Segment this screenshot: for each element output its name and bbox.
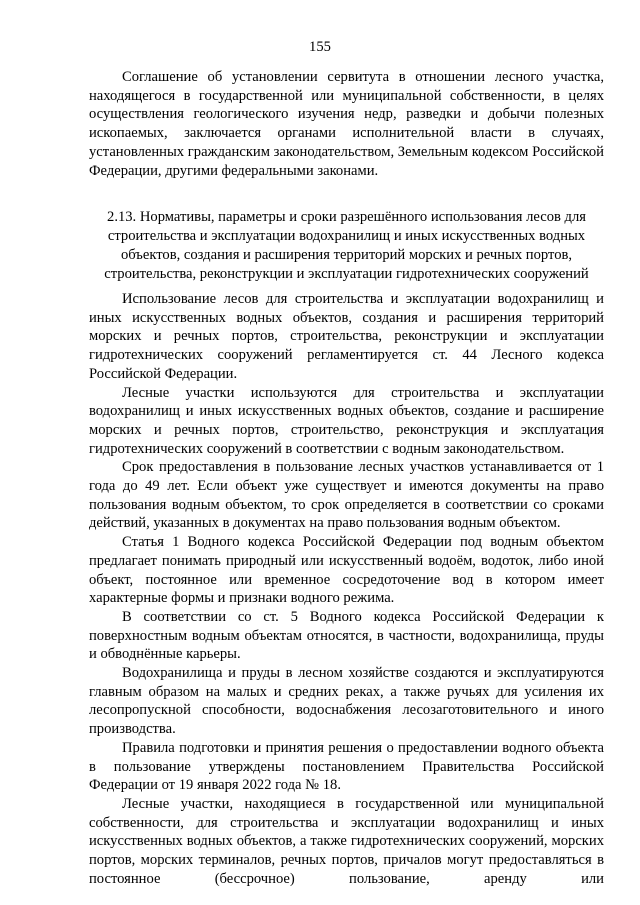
paragraph-term-of-use: Срок предоставления в пользование лесных участков устанавливается от 1 года до 49 лет. Если объект уже существует и имеются документы на право пользования водным объектом, то срок определяется в соответствии со сроками действий, указанных в документах на право пользования водным объектом.	[89, 459, 604, 532]
section-heading: 2.13. Нормативы, параметры и сроки разрешённого использования лесов для строительства и эксплуатации водохранилищ и иных искусственных водных объектов, создания и расширения территорий морских и речных портов, строительства, реконструкции и эксплуатации гидротехнических сооружений	[104, 209, 589, 282]
section-body	[89, 290, 604, 889]
paragraph-forest-plots-provision: Лесные участки, находящиеся в государственной или муниципальной собственности, для строительства и эксплуатации водохранилищ и иных искусственных водных объектов, а также гидротехнических сооружений, морских портов, морских терминалов, речных портов, причалов могут предоставляться в постоянное (бессрочное) пользование, аренду или	[89, 795, 604, 887]
servitude-agreement-block	[89, 68, 604, 180]
paragraph-reservoirs-ponds: Водохранилища и пруды в лесном хозяйстве создаются и эксплуатируются главным образом на малых и средних реках, а также ручьях для усиления их лесопропускной способности, водоснабжения лесозаготовительного и иного производства.	[89, 665, 604, 738]
paragraph-water-code-art1: Статья 1 Водного кодекса Российской Федерации под водным объектом предлагает понимать природный или искусственный водоём, водоток, либо иной объект, постоянное или временное сосредоточение вод в котором имеет характерные формы и признаки водного режима.	[89, 534, 604, 607]
paragraph-water-code-art5: В соответствии со ст. 5 Водного кодекса Российской Федерации к поверхностным водным объектам относятся, в частности, водохранилища, пруды и обводнённые карьеры.	[89, 608, 604, 663]
paragraph-forest-use-regulation: Использование лесов для строительства и эксплуатации водохранилищ и иных искусственных водных объектов, создания и расширения территорий морских и речных портов, строительства, реконструкции и эксплуатации гидротехнических сооружений регламентируется ст. 44 Лесного кодекса Российской Федерации.	[89, 291, 604, 382]
paragraph-rules-decision: Правила подготовки и принятия решения о предоставлении водного объекта в пользование утверждены постановлением Правительства Российской Федерации от 19 января 2022 года № 18.	[89, 739, 604, 794]
page-number: 155	[309, 39, 331, 55]
paragraph-servitude-agreement: Соглашение об установлении сервитута в отношении лесного участка, находящегося в государственной или муниципальной собственности, в целях осуществления геологического изучения недр, разведки и добычи полезных ископаемых, заключается органами исполнительной власти в случаях, установленных гражданским законодательством, Земельным кодексом Российской Федерации, другими федеральными законами.	[89, 69, 604, 179]
paragraph-forest-plots-use: Лесные участки используются для строительства и эксплуатации водохранилищ и иных искусственных водных объектов, создание и расширение морских и речных портов, строительство, реконструкция и эксплуатация гидротехнических сооружений в соответствии с водным законодательством.	[89, 384, 604, 457]
